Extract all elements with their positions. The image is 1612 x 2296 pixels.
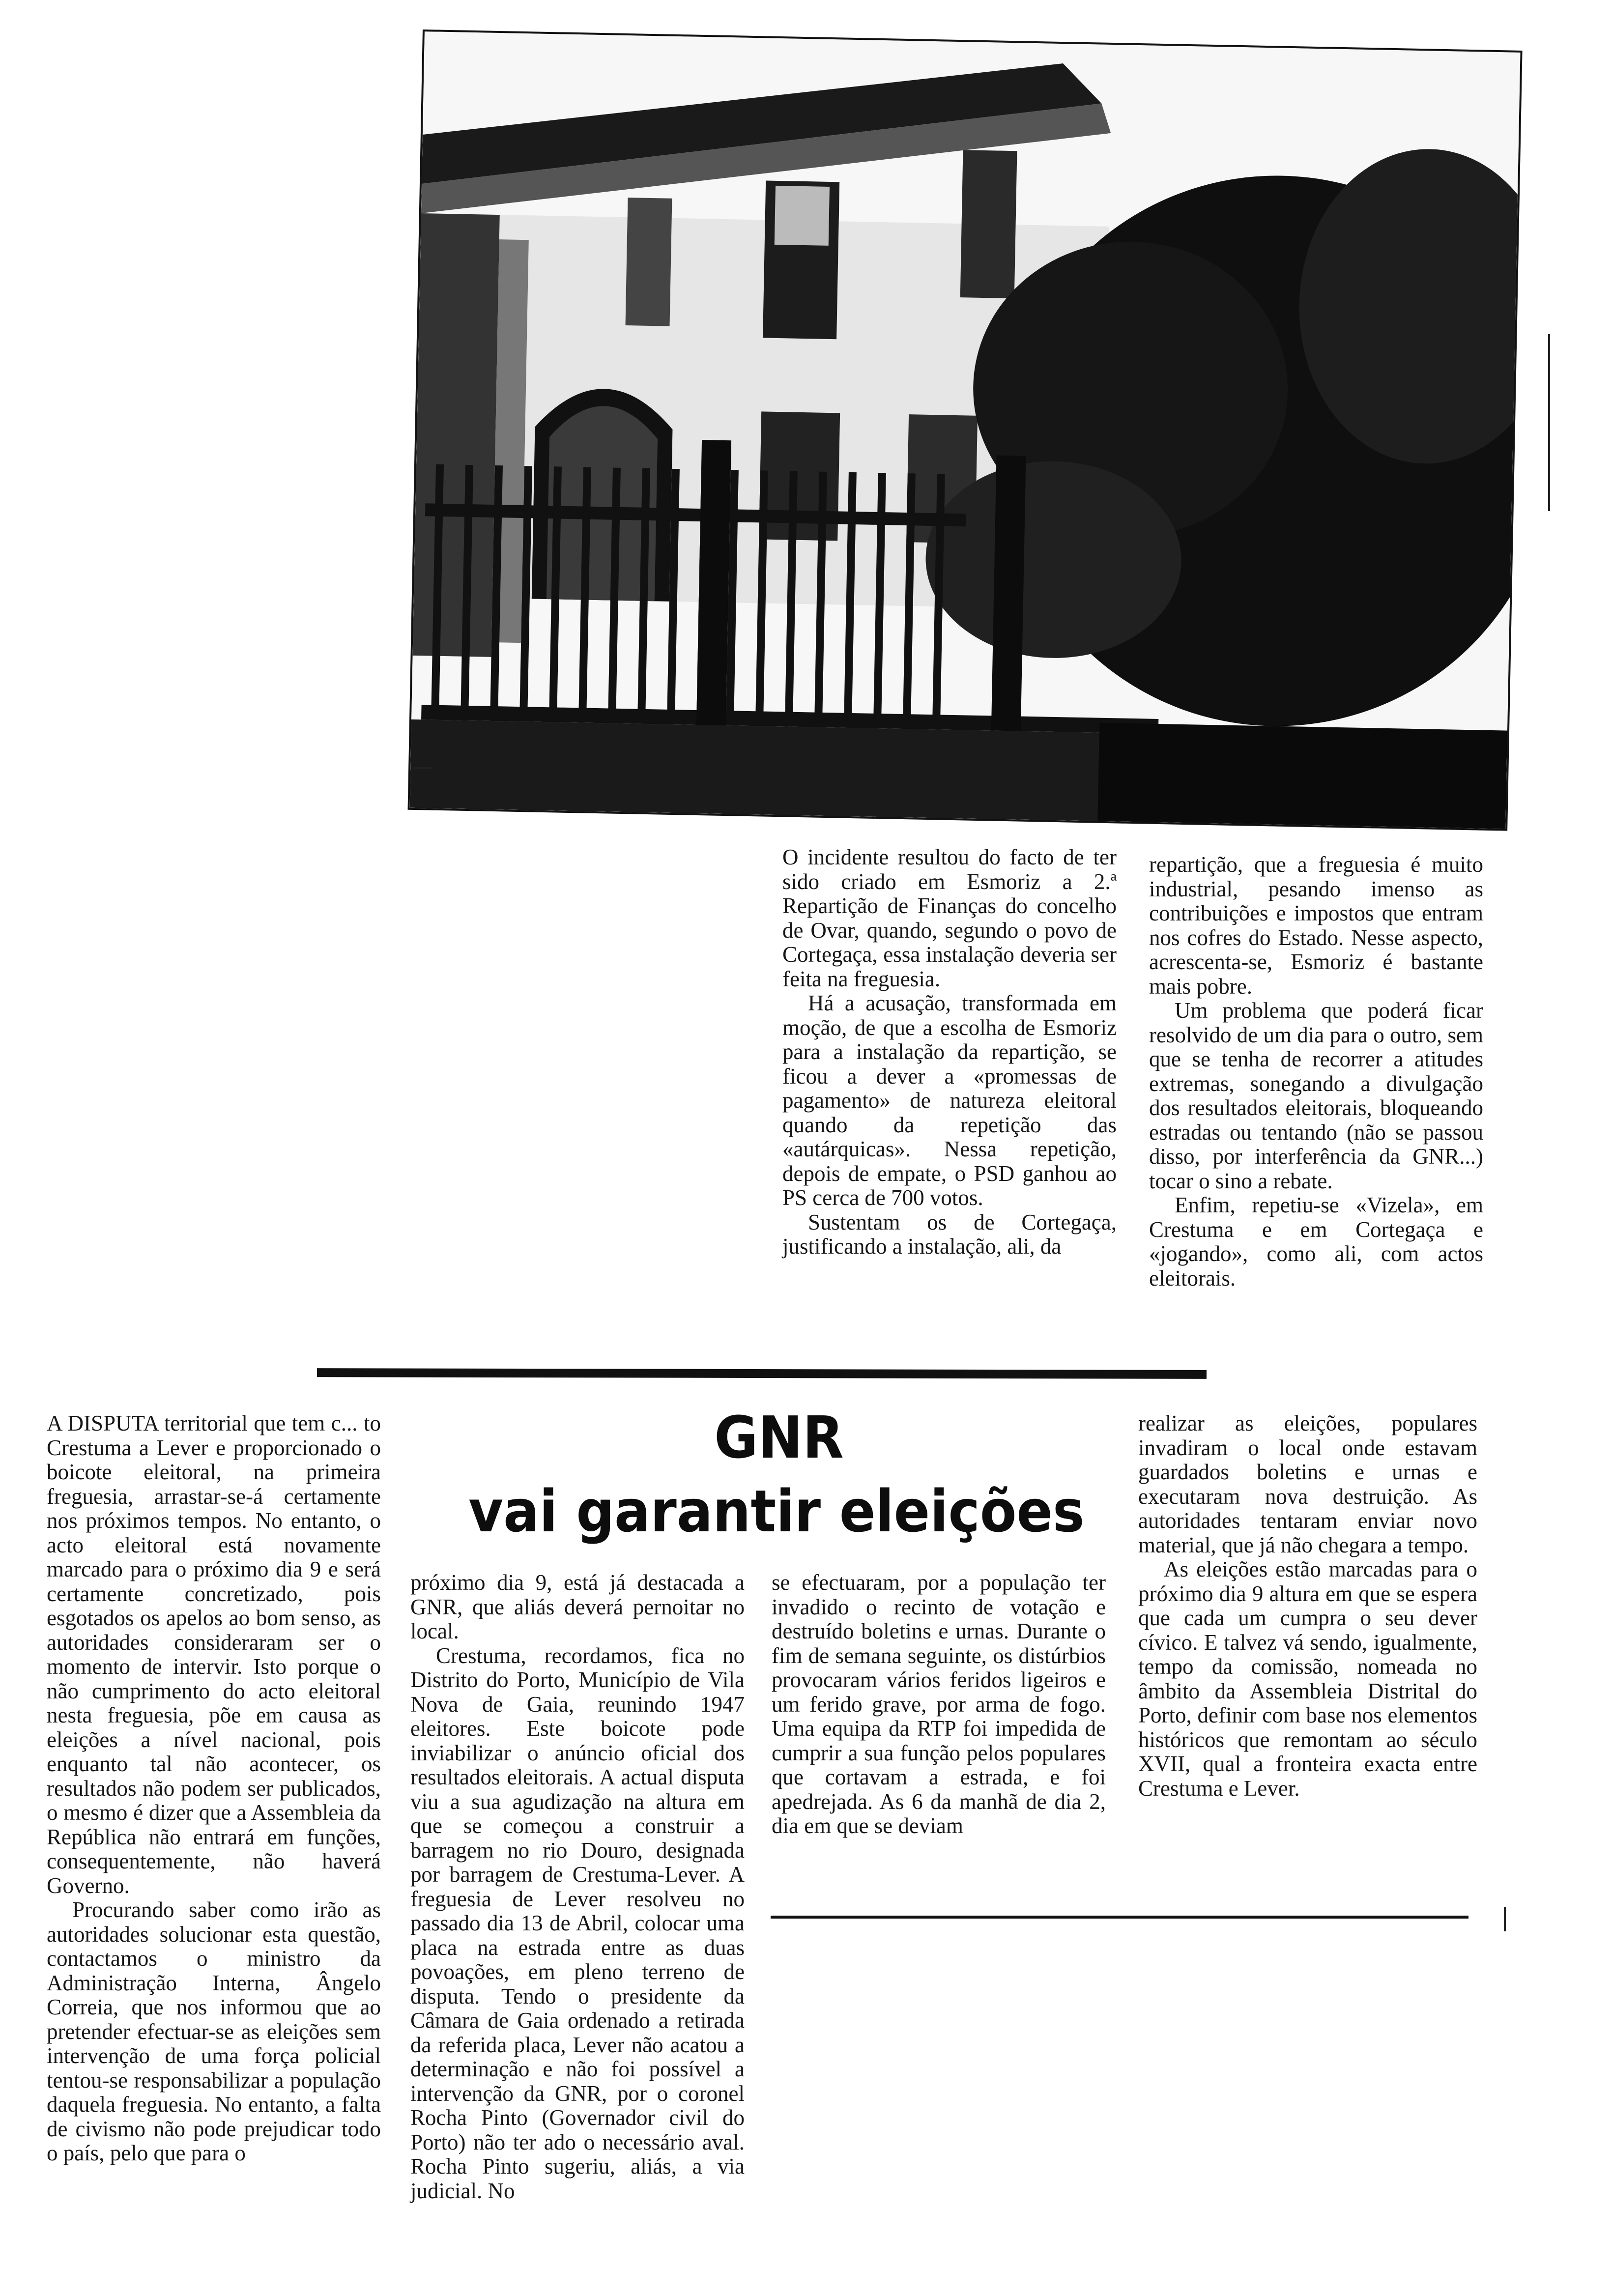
article-column-3 xyxy=(772,1571,1106,1838)
section-divider xyxy=(317,1368,1207,1379)
paragraph: Sustentam os de Cortegaça, justificando a instalação, ali, da xyxy=(782,1209,1117,1259)
article-column-1 xyxy=(47,1411,381,2166)
paragraph: se efectuaram, por a população ter invadido o recinto de votação e destruído boletins e urnas. Durante o fim de semana seguinte, os distúrbios provocaram vários feridos ligeiros e um ferido grave, por arma de fogo. Uma equipa da RTP foi impedida de cumprir a sua função pelos populares que cortavam a estrada, e foi apedrejada. As 6 da manhã de dia 2, dia em que se deviam xyxy=(772,1570,1106,1838)
paragraph: As eleições estão marcadas para o próximo dia 9 altura em que se espera que cada um cumpra o seu dever cívico. E talvez vá sendo, igualmente, tempo da comissão, nomeada no âmbito da Assembleia Distrital do Porto, definir com base nos elementos históricos que remontam ao século XVII, qual a fronteira exacta entre Crestuma e Lever. xyxy=(1138,1557,1477,1801)
scan-mark xyxy=(1548,334,1550,511)
photo-illustration xyxy=(410,31,1521,829)
building-photo xyxy=(408,29,1523,831)
scan-mark xyxy=(413,767,432,769)
headline-line-1: GNR xyxy=(714,1404,844,1471)
paragraph: O incidente resultou do facto de ter sido criado em Esmoriz a 2.ª Repartição de Finanças do concelho de Ovar, quando, segundo o povo de Cortegaça, essa instalação deveria ser feita na freguesia. xyxy=(782,845,1117,991)
paragraph: Crestuma, recordamos, fica no Distrito do Porto, Município de Vila Nova de Gaia, reunindo 1947 eleitores. Este boicote pode inviabilizar o anúncio oficial dos resultados eleitorais. A actual disputa viu a sua agudização na altura em que se começou a construir a barragem no rio Douro, designada por barragem de Crestuma-Lever. A freguesia de Lever resolveu no passado dia 13 de Abril, colocar uma placa na estrada entre as duas povoações, em pleno terreno de disputa. Tendo o presidente da Câmara de Gaia ordenado a retirada da referida placa, Lever não acatou a determinação e não foi possível a intervenção da GNR, por o coronel Rocha Pinto (Governador civil do Porto) não ter ado o necessário aval. Rocha Pinto sugeriu, aliás, a via judicial. No xyxy=(410,1643,745,2203)
paragraph: repartição, que a freguesia é muito industrial, pesando imenso as contribuições e impostos que entram nos cofres do Estado. Nesse aspecto, acrescenta-se, Esmoriz é bastante mais pobre. xyxy=(1149,852,1483,999)
paragraph: Enfim, repetiu-se «Vizela», em Crestuma e em Cortegaça e «jogando», como ali, com actos eleitorais. xyxy=(1149,1193,1483,1291)
top-column-2 xyxy=(1149,853,1483,1291)
paragraph: próximo dia 9, está já destacada a GNR, que aliás deverá pernoitar no local. xyxy=(410,1570,745,1643)
article-end-rule xyxy=(771,1916,1468,1919)
paragraph: Um problema que poderá ficar resolvido de um dia para o outro, sem que se tenha de recorrer a atitudes extremas, sonegando a divulgação dos resultados eleitorais, bloqueando estradas ou tentando (não se passou disso, por interferência da GNR...) tocar o sino a rebate. xyxy=(1149,998,1483,1193)
top-column-1 xyxy=(782,845,1117,1259)
article-column-2 xyxy=(410,1571,745,2203)
paragraph: A DISPUTA territorial que tem c... to Crestuma a Lever e proporcionado o boicote eleitoral, na primeira freguesia, arrastar-se-á certamente nos próximos tempos. No entanto, o acto eleitoral está novamente marcado para o próximo dia 9 e será certamente concretizado, pois esgotados os apelos ao bom senso, as autoridades consideraram ser o momento de intervir. Isto porque o não cumprimento do acto eleitoral nesta freguesia, põe em causa as eleições a nível nacional, pois enquanto tal não acontecer, os resultados não podem ser publicados, o mesmo é dizer que a Assembleia da República não entrará em funções, consequentemente, não haverá Governo. xyxy=(47,1411,381,1898)
scan-mark xyxy=(1504,1907,1506,1931)
article-column-4 xyxy=(1138,1411,1477,1801)
paragraph: realizar as eleições, populares invadiram o local onde estavam guardados boletins e urnas e executaram nova destruição. As autoridades tentaram enviar novo material, que já não chegara a tempo. xyxy=(1138,1411,1477,1557)
headline-line-2: vai garantir eleições xyxy=(468,1477,1085,1545)
paragraph: Procurando saber como irão as autoridades solucionar esta questão, contactamos o ministro da Administração Interna, Ângelo Correia, que nos informou que ao pretender efectuar-se as eleições sem intervenção de uma força policial tentou-se responsabilizar a população daquela freguesia. No entanto, a falta de civismo não pode prejudicar todo o país, pelo que para o xyxy=(47,1897,381,2165)
paragraph: Há a acusação, transformada em moção, de que a escolha de Esmoriz para a instalação da repartição, se ficou a dever a «promessas de pagamento» de natureza eleitoral quando da repetição das «autárquicas». Nessa repetição, depois de empate, o PSD ganhou ao PS cerca de 700 votos. xyxy=(782,991,1117,1210)
